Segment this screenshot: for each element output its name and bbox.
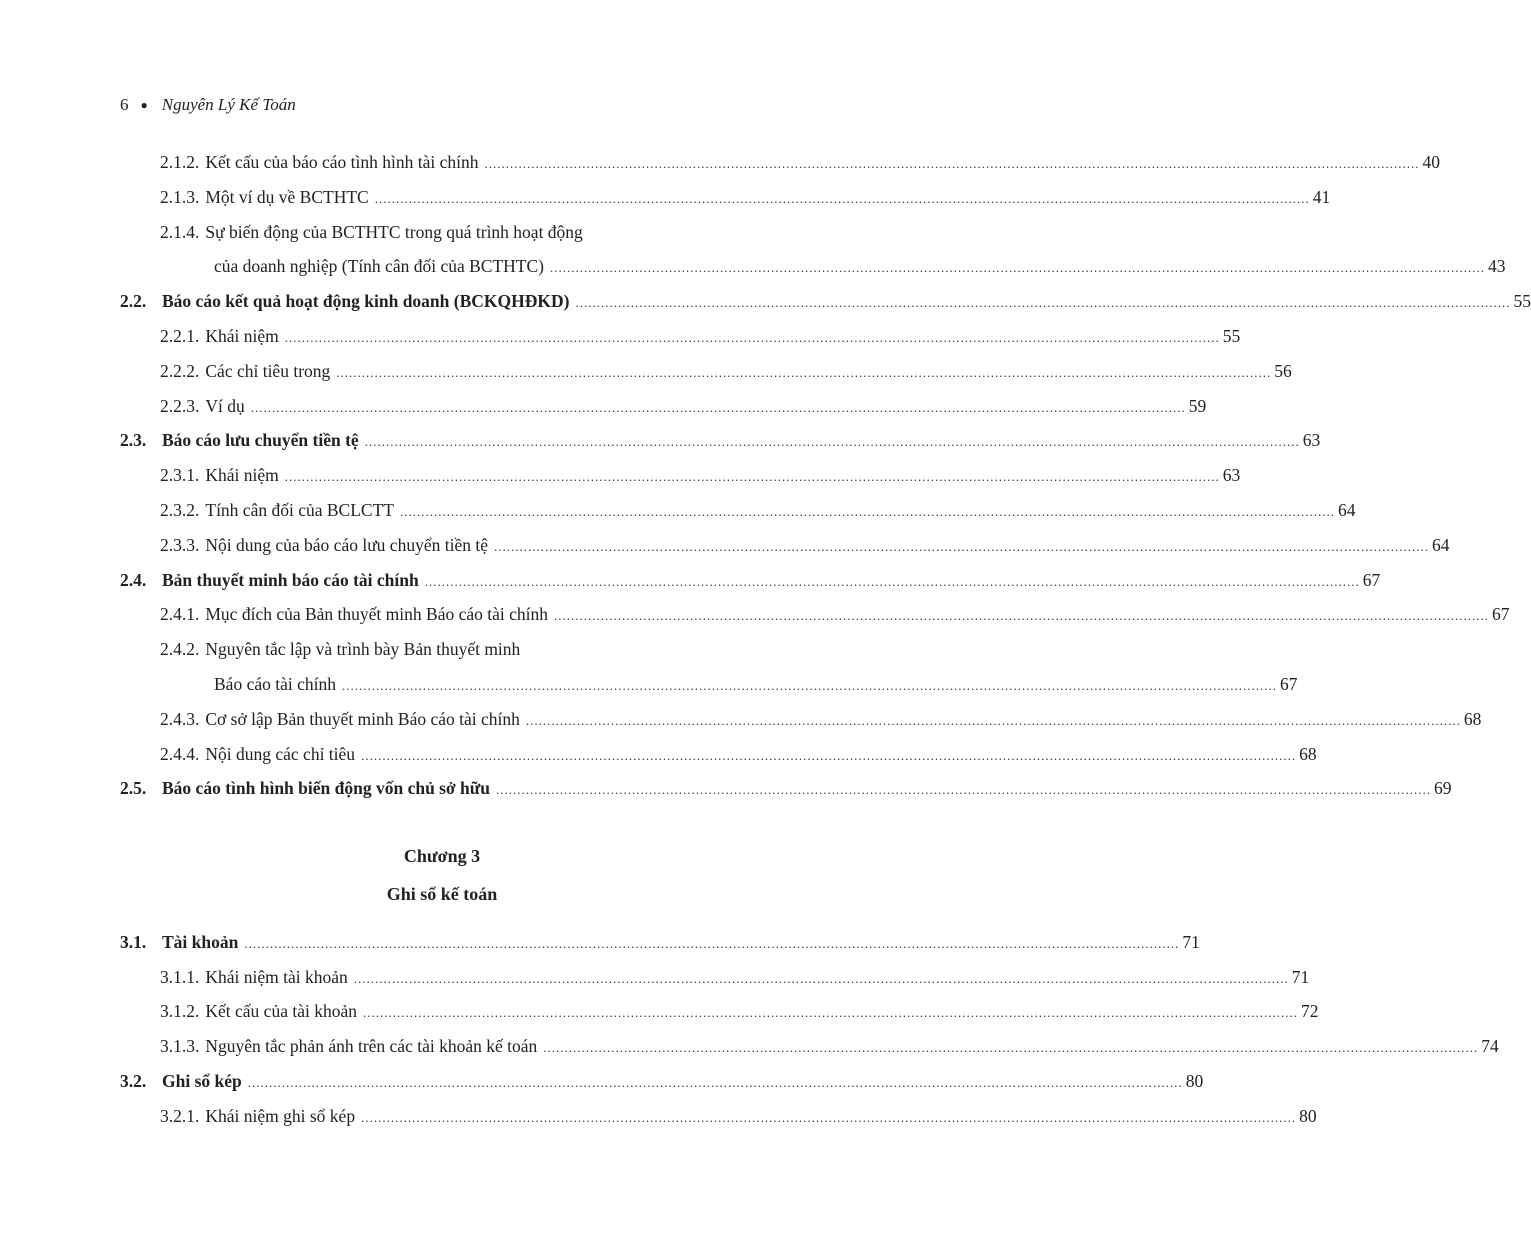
toc-entry-number: 2.1.4.: [160, 221, 200, 242]
toc-entry-title: Ví dụ: [205, 395, 245, 416]
chapter-label: Chương 3: [403, 846, 481, 866]
toc-entry-page: 56: [1274, 360, 1292, 381]
toc-entry-number: 2.4.4.: [160, 743, 200, 764]
dot-leader: ............................................................................................................................................................................................................................: [374, 190, 1310, 206]
chapter-title: Ghi sổ kế toán: [386, 884, 498, 904]
toc-entry-page: 67: [1492, 604, 1510, 625]
toc-entry-title: Một ví dụ về BCTHTC: [205, 186, 369, 207]
toc-entry: [0, 1067, 1204, 1095]
dot-leader: ............................................................................................................................................................................................................................: [543, 1040, 1479, 1056]
toc-entry-number: 2.3.3.: [160, 534, 200, 555]
toc-entry-number: 2.2.: [120, 291, 147, 312]
toc-entry: [0, 600, 1510, 628]
toc-entry-page: 68: [1299, 743, 1317, 764]
dot-leader: ............................................................................................................................................................................................................................: [244, 936, 1180, 951]
toc-entry-page: 67: [1279, 674, 1298, 694]
toc-entry: [0, 496, 1356, 524]
toc-entry-title: Báo cáo tình hình biến động vốn chủ sở hữu: [162, 778, 491, 799]
toc-entry: [0, 426, 1321, 454]
toc-entry-page: 55: [1222, 326, 1241, 346]
dot-leader: ............................................................................................................................................................................................................................: [361, 747, 1297, 763]
toc-entry-number: 3.2.: [120, 1070, 147, 1091]
dot-leader: ............................................................................................................................................................................................................................: [399, 504, 1335, 519]
toc-entry-page: 67: [1362, 569, 1381, 590]
toc-entry-title: Kết cấu của báo cáo tình hình tài chính: [205, 152, 479, 172]
toc-entry: [0, 183, 1331, 211]
dot-leader: ............................................................................................................................................................................................................................: [424, 573, 1360, 589]
dot-leader: ............................................................................................................................................................................................................................: [361, 1109, 1297, 1125]
toc-entry: [0, 357, 1292, 385]
toc-entry-number: 2.4.1.: [160, 604, 200, 625]
dot-leader: ............................................................................................................................................................................................................................: [284, 469, 1220, 485]
toc-entry-page: 68: [1463, 708, 1482, 729]
toc-entry-page: 43: [1487, 256, 1506, 277]
toc-entry: [0, 287, 1531, 315]
toc-entry: [0, 705, 1482, 733]
bullet-icon: ●: [140, 97, 148, 112]
toc-entry-title: Sự biến động của BCTHTC trong quá trình hoạt động: [205, 221, 583, 242]
toc-entry-page: 59: [1188, 395, 1207, 416]
toc-entry-number: 2.2.1.: [160, 326, 200, 346]
toc-entry: [0, 635, 884, 663]
book-title: Nguyên Lý Kế Toán: [161, 95, 296, 114]
toc-entry-title: của doanh nghiệp (Tính cân đối của BCTHTC): [214, 256, 544, 277]
toc-entry-title: Báo cáo kết quả hoạt động kinh doanh (BCKQHĐKD): [162, 291, 570, 312]
toc-entry-page: 72: [1300, 1001, 1319, 1022]
toc-entry: [0, 392, 1207, 420]
toc-entry-number: 2.3.1.: [160, 465, 200, 486]
toc-entry: [0, 670, 1298, 698]
dot-leader: ............................................................................................................................................................................................................................: [549, 260, 1485, 276]
dot-leader: ............................................................................................................................................................................................................................: [364, 434, 1300, 450]
toc-entry-title: Ghi sổ kép: [162, 1070, 242, 1091]
dot-leader: ............................................................................................................................................................................................................................: [336, 364, 1272, 380]
dot-leader: ............................................................................................................................................................................................................................: [496, 782, 1432, 798]
dot-leader: ............................................................................................................................................................................................................................: [341, 678, 1277, 693]
dot-leader: ............................................................................................................................................................................................................................: [525, 712, 1461, 728]
toc-entry: [0, 774, 1452, 802]
toc-entry-title: Khái niệm: [205, 326, 279, 346]
toc-entry-number: 2.4.: [120, 569, 147, 590]
toc-entry-title: Bản thuyết minh báo cáo tài chính: [162, 569, 419, 590]
toc-entry: [0, 1032, 1499, 1060]
toc-entry-title: Khái niệm ghi sổ kép: [205, 1105, 356, 1126]
toc-entry-page: 80: [1185, 1070, 1204, 1091]
toc-entry-title: Cơ sở lập Bản thuyết minh Báo cáo tài chính: [205, 708, 520, 729]
toc-entry-number: 2.3.: [120, 430, 147, 451]
toc-entry-title: Khái niệm tài khoản: [205, 966, 348, 987]
toc-entry-page: 74: [1481, 1036, 1499, 1057]
toc-entry: [0, 148, 1440, 176]
toc-entry-title: Khái niệm: [205, 465, 279, 486]
toc-entry-number: 2.5.: [120, 778, 147, 799]
toc-entry-title: Các chỉ tiêu trong: [205, 360, 331, 381]
toc-entry-number: 3.2.1.: [160, 1105, 200, 1126]
toc-entry-page: 64: [1431, 534, 1450, 555]
dot-leader: ............................................................................................................................................................................................................................: [353, 970, 1289, 986]
toc-entry: [0, 1102, 1317, 1130]
toc-entry-title: Báo cáo lưu chuyển tiền tệ: [162, 430, 359, 451]
toc-entry-title: Tính cân đối của BCLCTT: [205, 500, 394, 520]
toc-entry: [0, 531, 1450, 559]
toc-entry-page: 40: [1422, 152, 1440, 172]
running-header: [120, 95, 296, 115]
toc-entry-page: 69: [1434, 778, 1452, 799]
dot-leader: ............................................................................................................................................................................................................................: [484, 156, 1420, 171]
toc-entry-title: Nội dung các chỉ tiêu: [205, 743, 356, 764]
toc-entry-page: 55: [1513, 291, 1531, 312]
dot-leader: ............................................................................................................................................................................................................................: [493, 538, 1429, 554]
dot-leader: ............................................................................................................................................................................................................................: [247, 1074, 1183, 1090]
toc-entry-title: Tài khoản: [162, 932, 239, 952]
toc-entry: [0, 218, 884, 246]
toc-entry-number: 2.1.2.: [160, 152, 200, 172]
toc-entry-page: 71: [1291, 966, 1310, 987]
toc-entry-title: Nội dung của báo cáo lưu chuyển tiền tệ: [205, 534, 488, 555]
toc-entry-number: 2.3.2.: [160, 500, 200, 520]
dot-leader: ............................................................................................................................................................................................................................: [362, 1005, 1298, 1021]
dot-leader: ............................................................................................................................................................................................................................: [284, 330, 1220, 345]
page-number: 6: [120, 95, 129, 114]
toc-entry-title: Nguyên tắc phản ánh trên các tài khoản kế toán: [205, 1036, 538, 1057]
toc-entry: [0, 740, 1317, 768]
toc-entry: [0, 566, 1381, 594]
toc-entry-number: 3.1.3.: [160, 1036, 200, 1057]
toc-entry: [0, 252, 1506, 280]
toc-entry: [0, 461, 1241, 489]
toc-entry-page: 80: [1299, 1105, 1317, 1126]
toc-entry: [0, 928, 1200, 956]
dot-leader: ............................................................................................................................................................................................................................: [250, 399, 1186, 415]
toc-entry-page: 71: [1182, 932, 1200, 952]
toc-entry-page: 41: [1312, 186, 1331, 207]
toc-entry: [0, 963, 1310, 991]
dot-leader: ............................................................................................................................................................................................................................: [575, 295, 1511, 311]
toc-entry-title: Báo cáo tài chính: [214, 674, 336, 694]
toc-entry-number: 3.1.1.: [160, 966, 200, 987]
toc-entry-number: 2.2.2.: [160, 360, 200, 381]
toc-entry-number: 3.1.: [120, 932, 147, 952]
toc-entry-page: 63: [1302, 430, 1321, 451]
toc-entry-number: 2.2.3.: [160, 395, 200, 416]
dot-leader: ............................................................................................................................................................................................................................: [554, 608, 1489, 624]
toc-entry-title: Kết cấu của tài khoản: [205, 1001, 357, 1022]
toc-entry-page: 64: [1337, 500, 1356, 520]
toc-entry: [0, 322, 1241, 350]
toc-entry-number: 2.4.2.: [160, 639, 200, 660]
toc-entry: [0, 997, 1319, 1025]
toc-entry-number: 3.1.2.: [160, 1001, 200, 1022]
toc-entry-page: 63: [1222, 465, 1241, 486]
toc-entry-number: 2.1.3.: [160, 186, 200, 207]
toc-entry-number: 2.4.3.: [160, 708, 200, 729]
toc-entry-title: Nguyên tắc lập và trình bày Bản thuyết minh: [205, 639, 521, 660]
toc-entry-title: Mục đích của Bản thuyết minh Báo cáo tài chính: [205, 604, 548, 625]
